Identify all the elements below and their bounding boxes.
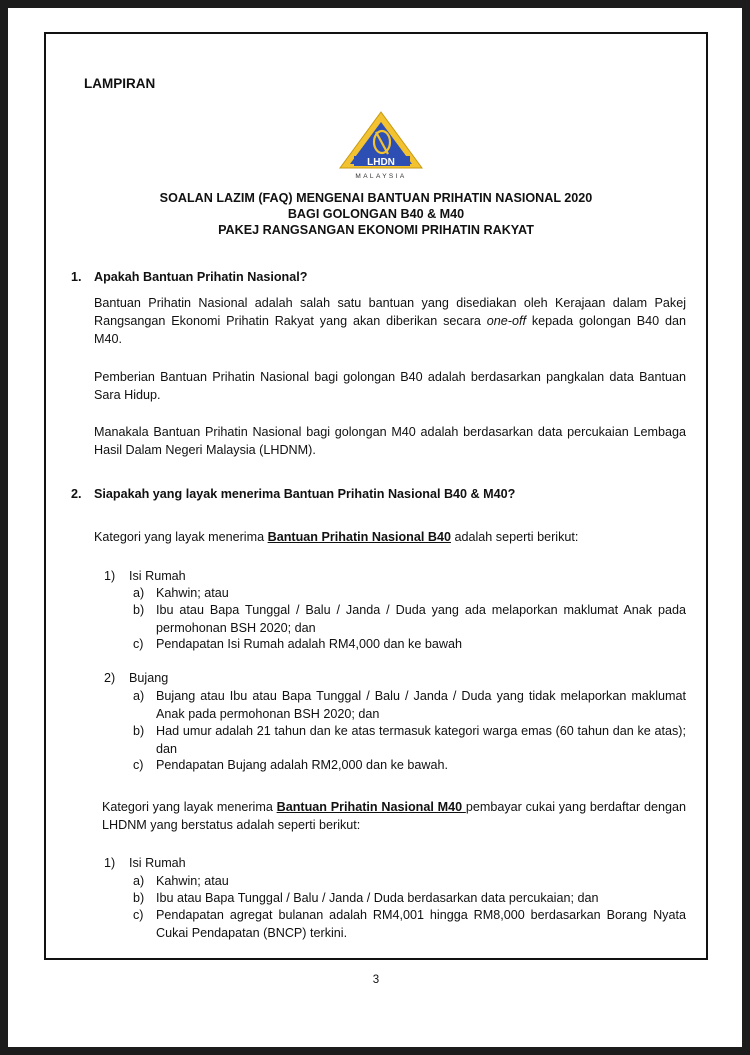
q1-number: 1.	[71, 270, 82, 284]
list-item-label: c)	[133, 758, 144, 772]
list-item: Ibu atau Bapa Tunggal / Balu / Janda / Duda berdasarkan data percukaian; dan	[156, 891, 599, 905]
list-item: Kahwin; atau	[156, 586, 229, 600]
list-item-label: b)	[133, 603, 145, 617]
q1-paragraph-2: Pemberian Bantuan Prihatin Nasional bagi golongan B40 adalah berdasarkan pangkalan data Bantuan Sara Hidup.	[94, 370, 686, 402]
list-item-label: c)	[133, 637, 144, 651]
svg-text:MALAYSIA: MALAYSIA	[355, 173, 407, 180]
q1-paragraph-3: Manakala Bantuan Prihatin Nasional bagi golongan M40 adalah berdasarkan data percukaian Lembaga Hasil Dalam Negeri Malaysia (LHDNM).	[94, 425, 686, 457]
doc-title-line-2: BAGI GOLONGAN B40 & M40	[287, 207, 465, 221]
b40-group1-number: 1)	[104, 569, 116, 583]
q1-paragraph-1: Bantuan Prihatin Nasional adalah salah satu bantuan yang disediakan oleh Kerajaan dalam Pakej Rangsangan Ekonomi Prihatin Rakyat yang akan diberikan secara one-off kepada golongan B40 dan M40.	[94, 296, 687, 346]
list-item: Pendapatan Isi Rumah adalah RM4,000 dan ke bawah	[156, 637, 462, 651]
b40-group2-number: 2)	[104, 671, 116, 685]
list-item-label: a)	[133, 689, 145, 703]
svg-text:LHDN: LHDN	[367, 157, 395, 168]
list-item: Pendapatan Bujang adalah RM2,000 dan ke bawah.	[156, 758, 448, 772]
list-item: Pendapatan agregat bulanan adalah RM4,001 hingga RM8,000 berdasarkan Borang Nyata Cukai Pendapatan (BNCP) terkini.	[156, 908, 686, 940]
q2-number: 2.	[71, 487, 82, 501]
lampiran-heading: LAMPIRAN	[84, 76, 156, 91]
list-item-label: b)	[133, 724, 145, 738]
q1-question: Apakah Bantuan Prihatin Nasional?	[94, 270, 308, 284]
q2-question: Siapakah yang layak menerima Bantuan Prihatin Nasional B40 & M40?	[94, 487, 516, 501]
document-page	[8, 8, 742, 1047]
m40-group1-number: 1)	[104, 856, 116, 870]
doc-title-line-1: SOALAN LAZIM (FAQ) MENGENAI BANTUAN PRIHATIN NASIONAL 2020	[159, 191, 593, 205]
list-item-label: a)	[133, 586, 145, 600]
list-item: Kahwin; atau	[156, 874, 229, 888]
b40-group2-title: Bujang	[129, 671, 169, 685]
list-item: Bujang atau Ibu atau Bapa Tunggal / Balu / Janda / Duda yang tidak melaporkan maklumat Anak pada permohonan BSH 2020; dan	[156, 689, 686, 721]
list-item-label: a)	[133, 874, 145, 888]
m40-group1-title: Isi Rumah	[129, 856, 186, 870]
lhdn-logo	[336, 110, 426, 182]
list-item-label: c)	[133, 908, 144, 922]
list-item: Ibu atau Bapa Tunggal / Balu / Janda / Duda yang ada melaporkan maklumat Anak pada permohonan BSH 2020; dan	[156, 603, 686, 635]
list-item-label: b)	[133, 891, 145, 905]
page-number: 3	[372, 974, 380, 986]
m40-intro: Kategori yang layak menerima Bantuan Prihatin Nasional M40 pembayar cukai yang berdaftar dengan LHDNM yang berstatus adalah seperti berikut:	[102, 800, 686, 832]
b40-group1-title: Isi Rumah	[129, 569, 186, 583]
b40-intro: Kategori yang layak menerima Bantuan Prihatin Nasional B40 adalah seperti berikut:	[94, 530, 579, 544]
doc-title-line-3: PAKEJ RANGSANGAN EKONOMI PRIHATIN RAKYAT	[218, 223, 534, 237]
list-item: Had umur adalah 21 tahun dan ke atas termasuk kategori warga emas (60 tahun dan ke atas); dan	[156, 724, 686, 756]
